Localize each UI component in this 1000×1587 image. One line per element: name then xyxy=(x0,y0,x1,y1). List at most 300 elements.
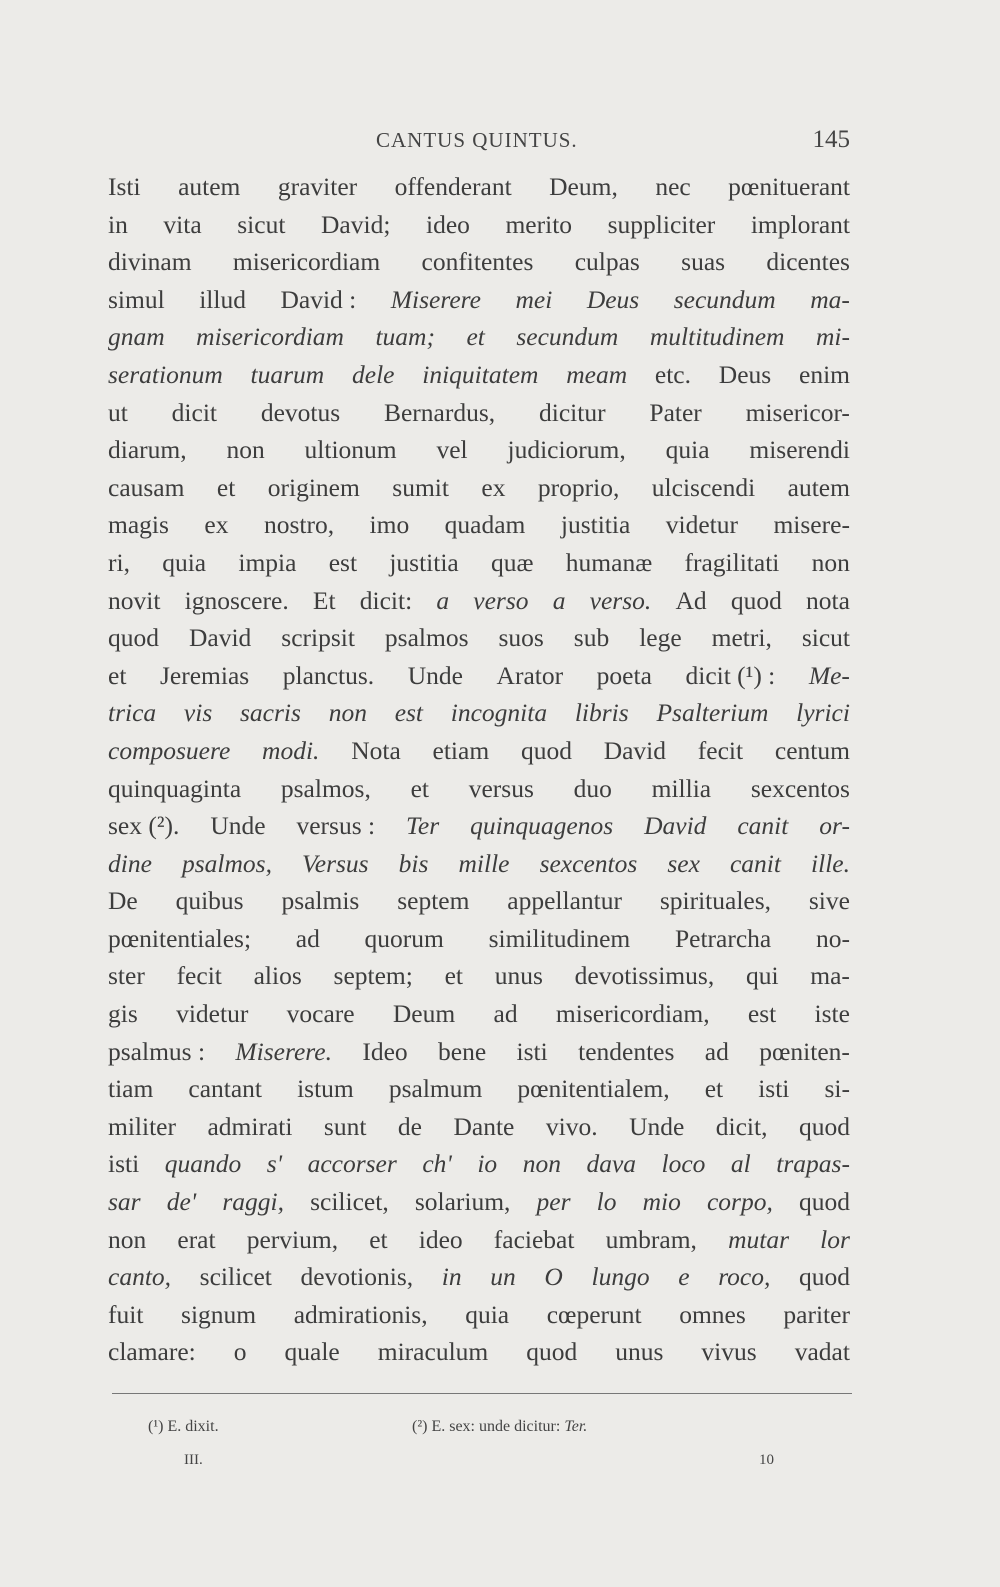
word: similitudinem xyxy=(488,923,631,953)
text-line xyxy=(108,807,850,845)
text-line xyxy=(108,1108,850,1146)
word: etc. xyxy=(654,359,692,389)
word: Isti xyxy=(108,172,141,201)
word: non xyxy=(522,1149,561,1179)
word: planctus. xyxy=(282,660,375,690)
word: suas xyxy=(681,247,726,277)
word: psalmis xyxy=(281,886,360,916)
word: poeta xyxy=(596,660,652,690)
word: quia xyxy=(665,435,710,465)
word: isti xyxy=(516,1036,548,1066)
word: quibus xyxy=(175,886,244,916)
word: est xyxy=(328,547,358,577)
word: ignoscere. xyxy=(184,585,289,615)
footnote-2-italic: Ter. xyxy=(564,1418,588,1435)
text-line xyxy=(108,206,850,244)
word: lyrici xyxy=(796,698,850,728)
word: ideo xyxy=(425,209,470,239)
word: erat xyxy=(177,1224,216,1254)
word: ad xyxy=(704,1036,729,1066)
word: Deus xyxy=(586,284,640,314)
word: fecit xyxy=(176,961,222,991)
word: nota xyxy=(806,585,850,615)
word: iste xyxy=(814,999,850,1029)
word: ex xyxy=(481,472,506,502)
word: ut xyxy=(108,397,128,427)
word: millia xyxy=(651,773,712,803)
word: lungo xyxy=(591,1262,650,1292)
text-line xyxy=(108,318,850,356)
word: non xyxy=(226,435,265,465)
word: secundum xyxy=(673,284,776,314)
word: per xyxy=(536,1187,571,1217)
word: istum xyxy=(297,1074,354,1104)
text-line xyxy=(108,1070,850,1108)
word: Et xyxy=(312,585,336,615)
word: novit xyxy=(108,585,161,615)
word: De xyxy=(108,886,138,916)
word: lor xyxy=(820,1224,850,1254)
word: Deum xyxy=(392,999,456,1029)
word: misericor- xyxy=(745,397,850,427)
word: ma- xyxy=(810,284,850,314)
word: modi. xyxy=(262,735,320,765)
word: un xyxy=(490,1262,516,1292)
sheet-signature: 10 xyxy=(759,1452,774,1468)
word: unus xyxy=(615,1337,664,1367)
word: centum xyxy=(774,735,850,765)
word: imo xyxy=(369,510,410,540)
word: roco, xyxy=(718,1262,771,1292)
word: et xyxy=(704,1074,724,1104)
word: Deum, xyxy=(549,172,618,201)
word: bene xyxy=(438,1036,487,1066)
word: Dante xyxy=(453,1111,515,1141)
word: scilicet, xyxy=(310,1187,389,1217)
word: simul xyxy=(108,284,165,314)
word: magis xyxy=(108,510,169,540)
word: mille xyxy=(458,848,510,878)
word: a xyxy=(436,585,450,615)
word: sunt xyxy=(323,1111,367,1141)
word: verso xyxy=(473,585,529,615)
text-line xyxy=(108,1258,850,1296)
text-line xyxy=(108,732,850,770)
word: justitia xyxy=(560,510,631,540)
word: originem xyxy=(267,472,360,502)
footnote-2 xyxy=(412,1418,587,1436)
word: fragilitati xyxy=(684,547,780,577)
word: illud xyxy=(199,284,246,314)
word: ex xyxy=(204,510,229,540)
word: multitudinem xyxy=(649,322,785,352)
word: videtur xyxy=(176,999,249,1029)
word: causam xyxy=(108,472,185,502)
text-line xyxy=(108,506,850,544)
word: ster xyxy=(108,961,145,991)
word: militer xyxy=(108,1111,176,1141)
text-line xyxy=(108,281,850,319)
word: Ideo xyxy=(362,1036,408,1066)
word: Me- xyxy=(808,660,850,690)
word: mei xyxy=(515,284,553,314)
word: pariter xyxy=(783,1299,850,1329)
word: vocare xyxy=(286,999,355,1029)
word: et xyxy=(108,660,127,690)
word: sacris xyxy=(240,698,301,728)
word: or- xyxy=(819,811,850,841)
word: tuarum xyxy=(250,359,325,389)
word: psalmus : xyxy=(108,1036,206,1066)
word: umbram, xyxy=(605,1224,697,1254)
word: secundum xyxy=(516,322,619,352)
word: vivus xyxy=(701,1337,757,1367)
word: dicit, xyxy=(715,1111,768,1141)
word: clamare: xyxy=(108,1337,196,1367)
word: septem xyxy=(397,886,470,916)
word: implorant xyxy=(750,209,850,239)
word: sexcentos xyxy=(750,773,850,803)
word: videtur xyxy=(665,510,738,540)
word: devotissimus, xyxy=(574,961,715,991)
word: pœnituerant xyxy=(728,172,850,201)
word: dicentes xyxy=(766,247,850,277)
text-line xyxy=(108,920,850,958)
word: al xyxy=(730,1149,751,1179)
word: dicit: xyxy=(359,585,413,615)
word: verso. xyxy=(589,585,652,615)
text-line xyxy=(108,582,850,620)
word: vis xyxy=(183,698,213,728)
word: miraculum xyxy=(377,1337,489,1367)
word: faciebat xyxy=(493,1224,575,1254)
word: mio xyxy=(642,1187,681,1217)
word: canit xyxy=(737,811,789,841)
text-line xyxy=(108,1221,850,1259)
word: serationum xyxy=(108,359,223,389)
word: Arator xyxy=(496,660,564,690)
word: David : xyxy=(280,284,357,314)
word: dicitur xyxy=(539,397,606,427)
word: pervium, xyxy=(246,1224,339,1254)
word: composuere xyxy=(108,735,231,765)
word: O xyxy=(544,1262,563,1292)
word: a xyxy=(552,585,566,615)
word: quia xyxy=(162,547,207,577)
word: et xyxy=(466,322,485,352)
word: David; xyxy=(321,209,391,239)
word: lo xyxy=(596,1187,617,1217)
word: pœnitentialem, xyxy=(517,1074,670,1104)
word: enim xyxy=(799,359,850,389)
text-line xyxy=(108,1183,850,1221)
word: versus xyxy=(468,773,534,803)
word: David xyxy=(644,811,707,841)
word: divinam xyxy=(108,247,192,277)
word: non xyxy=(811,547,850,577)
word: sicut xyxy=(801,623,850,653)
word: et xyxy=(216,472,236,502)
word: sex xyxy=(667,848,700,878)
word: dicit xyxy=(171,397,217,427)
word: Jeremias xyxy=(159,660,250,690)
word: est xyxy=(394,698,424,728)
word: justitia xyxy=(389,547,459,577)
text-line xyxy=(108,356,850,394)
word: pœniten- xyxy=(759,1036,850,1066)
word: merito xyxy=(505,209,573,239)
word: et xyxy=(444,961,463,991)
word: non xyxy=(108,1224,147,1254)
word: scilicet xyxy=(199,1262,272,1292)
word: e xyxy=(678,1262,690,1292)
word: psalmum xyxy=(388,1074,483,1104)
word: duo xyxy=(573,773,612,803)
word: nostro, xyxy=(263,510,335,540)
word: fuit xyxy=(108,1299,144,1329)
word: ille. xyxy=(811,848,850,878)
text-line xyxy=(108,882,850,920)
text-line xyxy=(108,1145,850,1183)
word: Miserere xyxy=(390,284,481,314)
word: trapas- xyxy=(776,1149,850,1179)
word: de' xyxy=(166,1187,197,1217)
word: non xyxy=(328,698,367,728)
word: sex (²). xyxy=(108,811,180,841)
word: isti xyxy=(758,1074,790,1104)
word: incognita xyxy=(450,698,548,728)
word: vivo. xyxy=(545,1111,598,1141)
word: gis xyxy=(108,999,138,1029)
word: meam xyxy=(566,359,628,389)
word: psalmos, xyxy=(280,773,371,803)
word: psalmos, xyxy=(181,848,272,878)
word: sicut xyxy=(237,209,286,239)
word: culpas xyxy=(574,247,640,277)
word: admirati xyxy=(207,1111,293,1141)
text-line xyxy=(108,657,850,695)
word: quinquaginta xyxy=(108,773,242,803)
text-line xyxy=(108,694,850,732)
word: diarum, xyxy=(108,435,187,465)
text-line xyxy=(108,1333,850,1371)
text-line xyxy=(108,431,850,469)
word: proprio, xyxy=(537,472,620,502)
word: omnes xyxy=(679,1299,746,1329)
word: miserendi xyxy=(749,435,850,465)
word: et xyxy=(410,773,429,803)
text-line xyxy=(108,995,850,1033)
word: humanæ xyxy=(565,547,653,577)
word: devotus xyxy=(260,397,341,427)
word: est xyxy=(747,999,777,1029)
word: canto, xyxy=(108,1262,172,1292)
word: tuam; xyxy=(375,322,435,352)
word: accorser xyxy=(307,1149,397,1179)
word: ultionum xyxy=(304,435,397,465)
text-line xyxy=(108,243,850,281)
word: quale xyxy=(284,1337,340,1367)
word: Psalterium xyxy=(656,698,769,728)
word: Deus xyxy=(718,359,772,389)
word: loco xyxy=(661,1149,706,1179)
word: confitentes xyxy=(421,247,534,277)
word: Nota xyxy=(351,735,401,765)
word: quod xyxy=(526,1337,578,1367)
word: misericordiam, xyxy=(555,999,710,1029)
word: admirationis, xyxy=(293,1299,428,1329)
word: pœnitentiales; xyxy=(108,923,252,953)
running-title: CANTUS QUINTUS. xyxy=(376,128,578,152)
word: Versus xyxy=(302,848,369,878)
word: lege xyxy=(639,623,682,653)
text-line xyxy=(108,544,850,582)
word: Petrarcha xyxy=(674,923,772,953)
word: Miserere. xyxy=(235,1036,332,1066)
word: signum xyxy=(181,1299,257,1329)
word: suos xyxy=(498,623,544,653)
word: dine xyxy=(108,848,152,878)
word: ma- xyxy=(810,961,850,991)
word: libris xyxy=(574,698,629,728)
word: David xyxy=(603,735,667,765)
word: ulciscendi xyxy=(651,472,756,502)
word: Unde xyxy=(210,811,266,841)
word: canit xyxy=(729,848,781,878)
word: iniquitatem xyxy=(422,359,539,389)
word: bis xyxy=(398,848,429,878)
word: ri, xyxy=(108,547,130,577)
footnote-2-text: (²) E. sex: unde dicitur: xyxy=(412,1418,561,1435)
word: Ad xyxy=(675,585,707,615)
word: nec xyxy=(655,172,691,201)
word: Bernardus, xyxy=(383,397,496,427)
word: graviter xyxy=(277,172,358,201)
word: in xyxy=(441,1262,462,1292)
word: cantant xyxy=(188,1074,263,1104)
word: Pater xyxy=(649,397,702,427)
word: raggi, xyxy=(222,1187,284,1217)
word: psalmos xyxy=(384,623,469,653)
word: io xyxy=(477,1149,498,1179)
text-line xyxy=(108,619,850,657)
text-line xyxy=(108,1296,850,1334)
word: Unde xyxy=(407,660,463,690)
word: cœperunt xyxy=(546,1299,642,1329)
word: quod xyxy=(799,1262,850,1292)
word: qui xyxy=(745,961,779,991)
word: vadat xyxy=(794,1337,850,1367)
word: Ter xyxy=(406,811,440,841)
word: misere- xyxy=(773,510,850,540)
text-line xyxy=(108,469,850,507)
word: dicit (¹) : xyxy=(685,660,776,690)
word: dava xyxy=(586,1149,637,1179)
word: isti xyxy=(108,1149,140,1179)
word: quadam xyxy=(444,510,526,540)
word: David xyxy=(188,623,252,653)
word: suppliciter xyxy=(607,209,716,239)
word: quod xyxy=(108,623,159,653)
word: quorum xyxy=(364,923,444,953)
word: corpo, xyxy=(706,1187,773,1217)
word: sar xyxy=(108,1187,141,1217)
word: sumit xyxy=(392,472,449,502)
footnote-1: (¹) E. dixit. xyxy=(148,1418,219,1435)
word: misericordiam xyxy=(232,247,381,277)
word: no- xyxy=(815,923,850,953)
page-number: 145 xyxy=(812,126,850,153)
word: ideo xyxy=(418,1224,463,1254)
word: autem xyxy=(787,472,850,502)
word: sexcentos xyxy=(539,848,638,878)
word: ad xyxy=(295,923,320,953)
word: devotionis, xyxy=(300,1262,414,1292)
word: dele xyxy=(352,359,395,389)
word: gnam xyxy=(108,322,165,352)
word: Unde xyxy=(629,1111,685,1141)
word: quæ xyxy=(491,547,534,577)
word: quinquagenos xyxy=(470,811,614,841)
word: solarium, xyxy=(414,1187,511,1217)
word: quod xyxy=(798,1187,850,1217)
running-head xyxy=(108,128,850,158)
word: s' xyxy=(266,1149,283,1179)
word: etiam xyxy=(432,735,490,765)
word: impia xyxy=(238,547,297,577)
word: judiciorum, xyxy=(507,435,626,465)
text-line xyxy=(108,845,850,883)
text-line xyxy=(108,394,850,432)
word: quia xyxy=(465,1299,510,1329)
word: fecit xyxy=(697,735,744,765)
word: vel xyxy=(436,435,468,465)
word: versus : xyxy=(296,811,376,841)
word: mi- xyxy=(815,322,850,352)
word: si- xyxy=(824,1074,850,1104)
word: sive xyxy=(808,886,850,916)
text-line xyxy=(108,770,850,808)
text-line xyxy=(108,168,850,206)
word: mutar xyxy=(728,1224,789,1254)
text-line xyxy=(108,1033,850,1071)
word: sub xyxy=(573,623,610,653)
word: ad xyxy=(493,999,518,1029)
word: spirituales, xyxy=(659,886,772,916)
word: alios xyxy=(253,961,302,991)
word: tendentes xyxy=(578,1036,675,1066)
word: quod xyxy=(730,585,782,615)
word: autem xyxy=(178,172,241,201)
footnote-rule xyxy=(112,1393,852,1394)
word: quod xyxy=(520,735,572,765)
text-line xyxy=(108,957,850,995)
word: scripsit xyxy=(281,623,355,653)
word: metri, xyxy=(711,623,772,653)
word: appellantur xyxy=(507,886,622,916)
word: o xyxy=(233,1337,247,1367)
word: quod xyxy=(798,1111,850,1141)
word: quando xyxy=(164,1149,242,1179)
word: et xyxy=(369,1224,388,1254)
word: misericordiam xyxy=(196,322,344,352)
word: tiam xyxy=(108,1074,154,1104)
word: in xyxy=(108,209,128,239)
word: unus xyxy=(494,961,543,991)
word: de xyxy=(397,1111,422,1141)
body-text xyxy=(108,168,850,1371)
word: offenderant xyxy=(394,172,512,201)
